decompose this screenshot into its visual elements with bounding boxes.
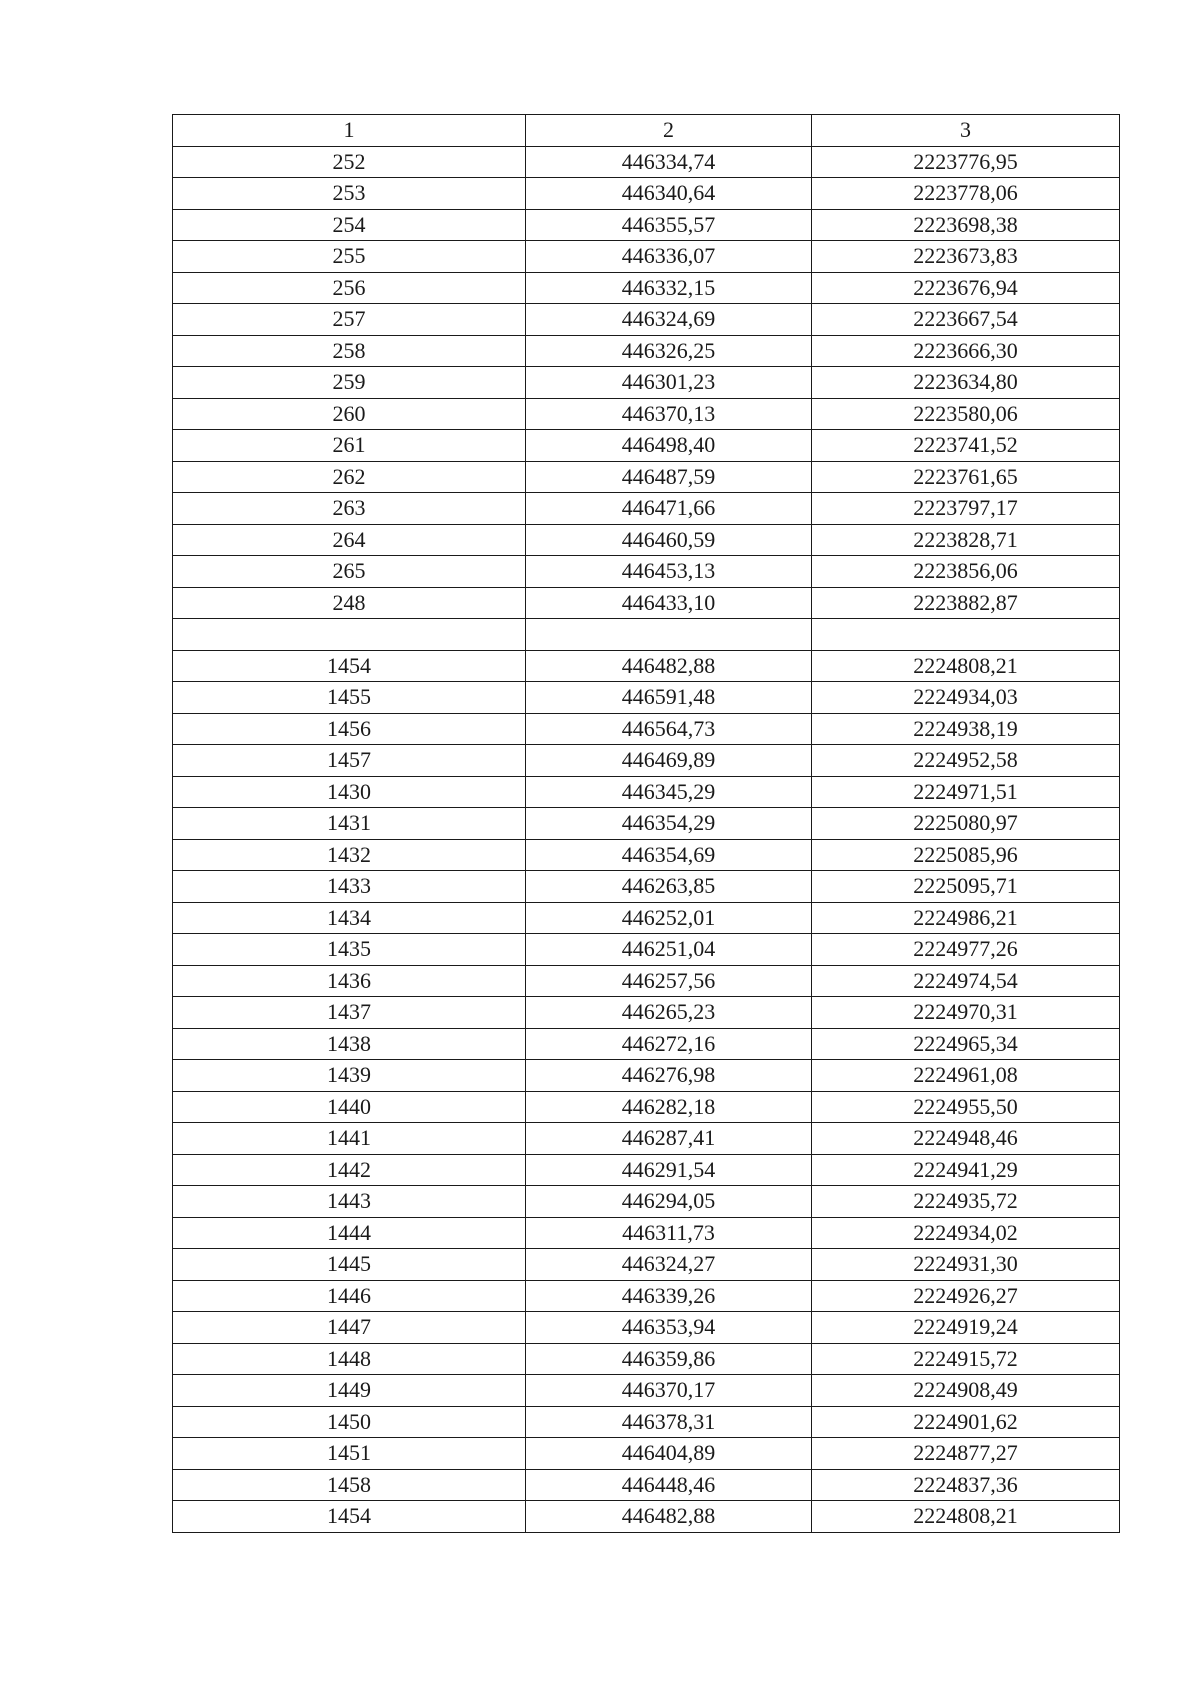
table-cell-col-1: 259 xyxy=(173,367,526,399)
table-cell-col-2: 446282,18 xyxy=(526,1091,812,1123)
table-cell-col-1: 1434 xyxy=(173,902,526,934)
table-cell-col-2: 446324,27 xyxy=(526,1249,812,1281)
table-cell-col-1: 265 xyxy=(173,556,526,588)
table-cell-col-3: 2223666,30 xyxy=(812,335,1120,367)
table-cell-col-1: 1435 xyxy=(173,934,526,966)
table-cell-col-2: 446345,29 xyxy=(526,776,812,808)
table-row xyxy=(173,493,1120,525)
table-cell-col-3: 2224986,21 xyxy=(812,902,1120,934)
table-row xyxy=(173,682,1120,714)
table-row xyxy=(173,1028,1120,1060)
table-cell-col-3: 2223698,38 xyxy=(812,209,1120,241)
table-row xyxy=(173,808,1120,840)
column-header-3: 3 xyxy=(812,115,1120,147)
table-row xyxy=(173,461,1120,493)
table-row xyxy=(173,367,1120,399)
table-row xyxy=(173,1154,1120,1186)
table-cell-col-3: 2224938,19 xyxy=(812,713,1120,745)
table-cell-col-2: 446448,46 xyxy=(526,1469,812,1501)
table-row xyxy=(173,997,1120,1029)
table-row xyxy=(173,1406,1120,1438)
table-cell-col-1: 261 xyxy=(173,430,526,462)
table-cell-col-2: 446311,73 xyxy=(526,1217,812,1249)
table-cell-col-2: 446251,04 xyxy=(526,934,812,966)
table-cell-col-1: 1455 xyxy=(173,682,526,714)
table-cell-col-1: 248 xyxy=(173,587,526,619)
table-cell-col-2: 446482,88 xyxy=(526,650,812,682)
table-row xyxy=(173,398,1120,430)
table-cell-col-2: 446564,73 xyxy=(526,713,812,745)
table-cell-col-1: 264 xyxy=(173,524,526,556)
table-row xyxy=(173,1217,1120,1249)
table-cell-col-3 xyxy=(812,619,1120,651)
table-cell-col-3: 2223667,54 xyxy=(812,304,1120,336)
table-cell-col-1: 1436 xyxy=(173,965,526,997)
table-row xyxy=(173,871,1120,903)
table-row xyxy=(173,304,1120,336)
table-cell-col-2: 446460,59 xyxy=(526,524,812,556)
table-row xyxy=(173,1091,1120,1123)
column-header-2: 2 xyxy=(526,115,812,147)
table-cell-col-1: 255 xyxy=(173,241,526,273)
table-cell-col-3: 2223676,94 xyxy=(812,272,1120,304)
table-row xyxy=(173,241,1120,273)
table-cell-col-2: 446354,29 xyxy=(526,808,812,840)
table-cell-col-3: 2225095,71 xyxy=(812,871,1120,903)
table-cell-col-2: 446487,59 xyxy=(526,461,812,493)
table-cell-col-2: 446287,41 xyxy=(526,1123,812,1155)
table-row xyxy=(173,619,1120,651)
table-cell-col-3: 2224926,27 xyxy=(812,1280,1120,1312)
table-row xyxy=(173,430,1120,462)
table-header xyxy=(173,115,1120,147)
table-cell-col-3: 2224970,31 xyxy=(812,997,1120,1029)
table-body xyxy=(173,146,1120,1532)
table-cell-col-3: 2225085,96 xyxy=(812,839,1120,871)
table-row xyxy=(173,934,1120,966)
table-cell-col-3: 2224901,62 xyxy=(812,1406,1120,1438)
table-cell-col-3: 2224808,21 xyxy=(812,650,1120,682)
table-cell-col-3: 2224915,72 xyxy=(812,1343,1120,1375)
table-cell-col-1: 1430 xyxy=(173,776,526,808)
table-cell-col-3: 2224974,54 xyxy=(812,965,1120,997)
table-cell-col-1: 1433 xyxy=(173,871,526,903)
table-cell-col-2: 446252,01 xyxy=(526,902,812,934)
table-row xyxy=(173,650,1120,682)
table-cell-col-1: 1450 xyxy=(173,1406,526,1438)
table-cell-col-1: 1448 xyxy=(173,1343,526,1375)
table-cell-col-3: 2224935,72 xyxy=(812,1186,1120,1218)
table-cell-col-2: 446291,54 xyxy=(526,1154,812,1186)
table-cell-col-2: 446355,57 xyxy=(526,209,812,241)
table-cell-col-2: 446332,15 xyxy=(526,272,812,304)
table-cell-col-1: 1457 xyxy=(173,745,526,777)
table-cell-col-1: 1446 xyxy=(173,1280,526,1312)
table-cell-col-3: 2224961,08 xyxy=(812,1060,1120,1092)
table-cell-col-1: 1432 xyxy=(173,839,526,871)
table-cell-col-3: 2224919,24 xyxy=(812,1312,1120,1344)
table-cell-col-1: 253 xyxy=(173,178,526,210)
table-cell-col-1: 1458 xyxy=(173,1469,526,1501)
table-cell-col-3: 2223778,06 xyxy=(812,178,1120,210)
table-cell-col-3: 2223741,52 xyxy=(812,430,1120,462)
table-cell-col-1: 252 xyxy=(173,146,526,178)
table-cell-col-3: 2223828,71 xyxy=(812,524,1120,556)
table-cell-col-1: 263 xyxy=(173,493,526,525)
table-cell-col-3: 2224934,02 xyxy=(812,1217,1120,1249)
table-cell-col-3: 2224952,58 xyxy=(812,745,1120,777)
table-cell-col-2: 446482,88 xyxy=(526,1501,812,1533)
table-cell-col-2: 446498,40 xyxy=(526,430,812,462)
table-cell-col-1: 1438 xyxy=(173,1028,526,1060)
table-cell-col-2: 446339,26 xyxy=(526,1280,812,1312)
table-cell-col-3: 2225080,97 xyxy=(812,808,1120,840)
table-row xyxy=(173,902,1120,934)
table-cell-col-3: 2224971,51 xyxy=(812,776,1120,808)
table-cell-col-3: 2223797,17 xyxy=(812,493,1120,525)
table-cell-col-1: 1454 xyxy=(173,1501,526,1533)
table-cell-col-1: 1447 xyxy=(173,1312,526,1344)
table-cell-col-2: 446263,85 xyxy=(526,871,812,903)
table-cell-col-2: 446370,13 xyxy=(526,398,812,430)
table-row xyxy=(173,1249,1120,1281)
table-cell-col-1: 260 xyxy=(173,398,526,430)
table-cell-col-1: 254 xyxy=(173,209,526,241)
table-cell-col-2: 446359,86 xyxy=(526,1343,812,1375)
table-cell-col-2: 446433,10 xyxy=(526,587,812,619)
table-cell-col-1: 262 xyxy=(173,461,526,493)
table-row xyxy=(173,556,1120,588)
table-row xyxy=(173,1280,1120,1312)
table-cell-col-2: 446469,89 xyxy=(526,745,812,777)
table-cell-col-2: 446471,66 xyxy=(526,493,812,525)
table-cell-col-2: 446294,05 xyxy=(526,1186,812,1218)
table-row xyxy=(173,272,1120,304)
table-row xyxy=(173,1375,1120,1407)
table-row xyxy=(173,1186,1120,1218)
table-cell-col-3: 2224934,03 xyxy=(812,682,1120,714)
table-row xyxy=(173,965,1120,997)
table-cell-col-3: 2223580,06 xyxy=(812,398,1120,430)
table-header-row xyxy=(173,115,1120,147)
table-cell-col-1: 257 xyxy=(173,304,526,336)
column-header-1: 1 xyxy=(173,115,526,147)
table-row xyxy=(173,524,1120,556)
table-cell-col-2: 446272,16 xyxy=(526,1028,812,1060)
table-cell-col-1: 1443 xyxy=(173,1186,526,1218)
table-cell-col-1: 1440 xyxy=(173,1091,526,1123)
table-cell-col-3: 2223634,80 xyxy=(812,367,1120,399)
table-cell-col-3: 2224955,50 xyxy=(812,1091,1120,1123)
table-cell-col-2: 446336,07 xyxy=(526,241,812,273)
table-row xyxy=(173,839,1120,871)
table-cell-col-1: 258 xyxy=(173,335,526,367)
table-cell-col-1: 1449 xyxy=(173,1375,526,1407)
table-cell-col-2: 446340,64 xyxy=(526,178,812,210)
table-cell-col-2 xyxy=(526,619,812,651)
table-cell-col-3: 2223673,83 xyxy=(812,241,1120,273)
table-cell-col-3: 2224808,21 xyxy=(812,1501,1120,1533)
table-cell-col-1: 1454 xyxy=(173,650,526,682)
table-cell-col-2: 446370,17 xyxy=(526,1375,812,1407)
table-cell-col-2: 446257,56 xyxy=(526,965,812,997)
table-cell-col-1: 1442 xyxy=(173,1154,526,1186)
table-cell-col-1 xyxy=(173,619,526,651)
table-cell-col-2: 446334,74 xyxy=(526,146,812,178)
table-row xyxy=(173,776,1120,808)
table-row xyxy=(173,1060,1120,1092)
table-cell-col-2: 446324,69 xyxy=(526,304,812,336)
coordinates-table xyxy=(172,114,1120,1533)
table-cell-col-3: 2224931,30 xyxy=(812,1249,1120,1281)
table-cell-col-3: 2224908,49 xyxy=(812,1375,1120,1407)
table-cell-col-3: 2223882,87 xyxy=(812,587,1120,619)
table-row xyxy=(173,745,1120,777)
table-row xyxy=(173,1438,1120,1470)
table-cell-col-2: 446276,98 xyxy=(526,1060,812,1092)
table-cell-col-3: 2223776,95 xyxy=(812,146,1120,178)
table-cell-col-2: 446453,13 xyxy=(526,556,812,588)
table-cell-col-2: 446326,25 xyxy=(526,335,812,367)
table-row xyxy=(173,209,1120,241)
table-row xyxy=(173,1469,1120,1501)
table-cell-col-2: 446404,89 xyxy=(526,1438,812,1470)
table-cell-col-1: 256 xyxy=(173,272,526,304)
table-row xyxy=(173,713,1120,745)
table-cell-col-2: 446353,94 xyxy=(526,1312,812,1344)
table-cell-col-2: 446378,31 xyxy=(526,1406,812,1438)
table-cell-col-3: 2224965,34 xyxy=(812,1028,1120,1060)
table-cell-col-1: 1451 xyxy=(173,1438,526,1470)
table-cell-col-3: 2224877,27 xyxy=(812,1438,1120,1470)
table-row xyxy=(173,587,1120,619)
table-cell-col-2: 446354,69 xyxy=(526,839,812,871)
table-row xyxy=(173,1501,1120,1533)
table-cell-col-1: 1439 xyxy=(173,1060,526,1092)
table-cell-col-1: 1456 xyxy=(173,713,526,745)
table-row xyxy=(173,146,1120,178)
table-row xyxy=(173,1343,1120,1375)
table-cell-col-3: 2224948,46 xyxy=(812,1123,1120,1155)
table-row xyxy=(173,1312,1120,1344)
table-cell-col-3: 2224941,29 xyxy=(812,1154,1120,1186)
table-cell-col-3: 2224837,36 xyxy=(812,1469,1120,1501)
table-cell-col-3: 2223856,06 xyxy=(812,556,1120,588)
table-row xyxy=(173,178,1120,210)
table-cell-col-2: 446265,23 xyxy=(526,997,812,1029)
table-cell-col-3: 2223761,65 xyxy=(812,461,1120,493)
table-cell-col-1: 1431 xyxy=(173,808,526,840)
table-row xyxy=(173,1123,1120,1155)
table-cell-col-2: 446301,23 xyxy=(526,367,812,399)
table-cell-col-1: 1437 xyxy=(173,997,526,1029)
table-cell-col-1: 1441 xyxy=(173,1123,526,1155)
table-row xyxy=(173,335,1120,367)
table-cell-col-3: 2224977,26 xyxy=(812,934,1120,966)
table-cell-col-1: 1444 xyxy=(173,1217,526,1249)
table-cell-col-2: 446591,48 xyxy=(526,682,812,714)
table-cell-col-1: 1445 xyxy=(173,1249,526,1281)
